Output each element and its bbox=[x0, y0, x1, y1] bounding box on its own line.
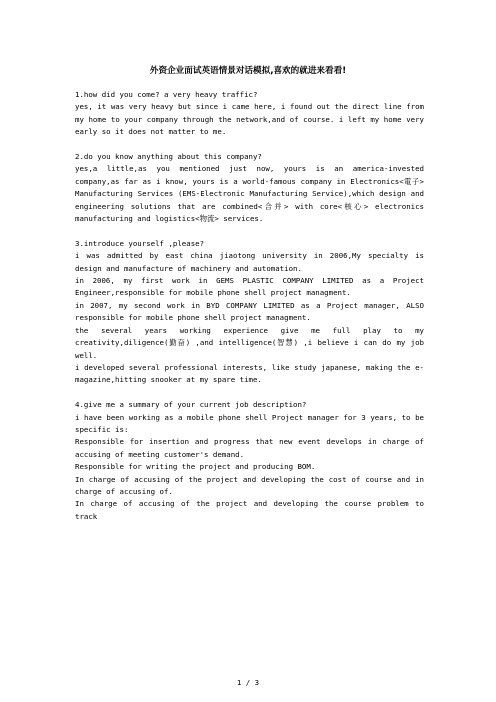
question-4: 4.give me a summary of your current job description? bbox=[75, 400, 307, 410]
paragraph-gap bbox=[75, 387, 424, 399]
answer-3-5: i developed several professional interests, like study japanese, making the e-magazine,hitting snooker at my spare time. bbox=[75, 362, 424, 385]
answer-1-1: yes, it was very heavy but since i came here, i found out the direct line from my home to your company through the network,and of course. i left my home very early so it does not matter to me. bbox=[75, 102, 424, 137]
paragraph-gap bbox=[75, 139, 424, 151]
document-title: 外资企业面试英语情景对话模拟,喜欢的就进来看看! bbox=[149, 66, 347, 76]
answer-3-2: in 2006, my first work in GEMS PLASTIC COMPANY LIMITED as a Project Engineer,responsible for mobile phone shell project managment. bbox=[75, 276, 424, 298]
question-1: 1.how did you come? a very heavy traffic? bbox=[75, 90, 258, 99]
question-2: 2.do you know anything about this company? bbox=[75, 152, 262, 162]
answer-2-1: yes,a little,as you mentioned just now, yours is an america-invested company,as far as i know, yours is a world-famous company in Electronics<電子> Manufacturing Services (EMS-Electronic Manufacturing Service),which design and engineering solutions that are combined<合并> with core<核心> electronics manufacturing and logistics<物流> services. bbox=[75, 164, 424, 224]
answer-4-5: In charge of accusing of the project and developing the course problem to track bbox=[75, 499, 424, 521]
answer-4-2: Responsible for insertion and progress that new event develops in charge of accusing of meeting customer's demand. bbox=[75, 437, 424, 459]
page-number: 1 / 3 bbox=[236, 678, 260, 687]
answer-4-3: Responsible for writing the project and producing BOM. bbox=[75, 462, 316, 472]
paragraph-gap bbox=[75, 225, 424, 237]
answer-3-4: the several years working experience give me full play to my creativity,diligence(勤奋) ,and intelligence(智慧) ,i believe i can do my job well. bbox=[75, 325, 424, 360]
answer-3-3: in 2007, my second work in BYD COMPANY LIMITED as a Project manager, ALSO responsible for mobile phone shell project managment. bbox=[75, 300, 424, 323]
answer-4-4: In charge of accusing of the project and developing the cost of course and in charge of accusing of. bbox=[75, 474, 424, 496]
document-body bbox=[75, 89, 424, 523]
answer-3-1: i was admitted by east china jiaotong university in 2006,My specialty is design and manufacture of machinery and automation. bbox=[75, 251, 424, 273]
question-3: 3.introduce yourself ,please? bbox=[75, 238, 205, 248]
answer-4-1: i have been working as a mobile phone shell Project manager for 3 years, to be specific is: bbox=[75, 412, 424, 434]
